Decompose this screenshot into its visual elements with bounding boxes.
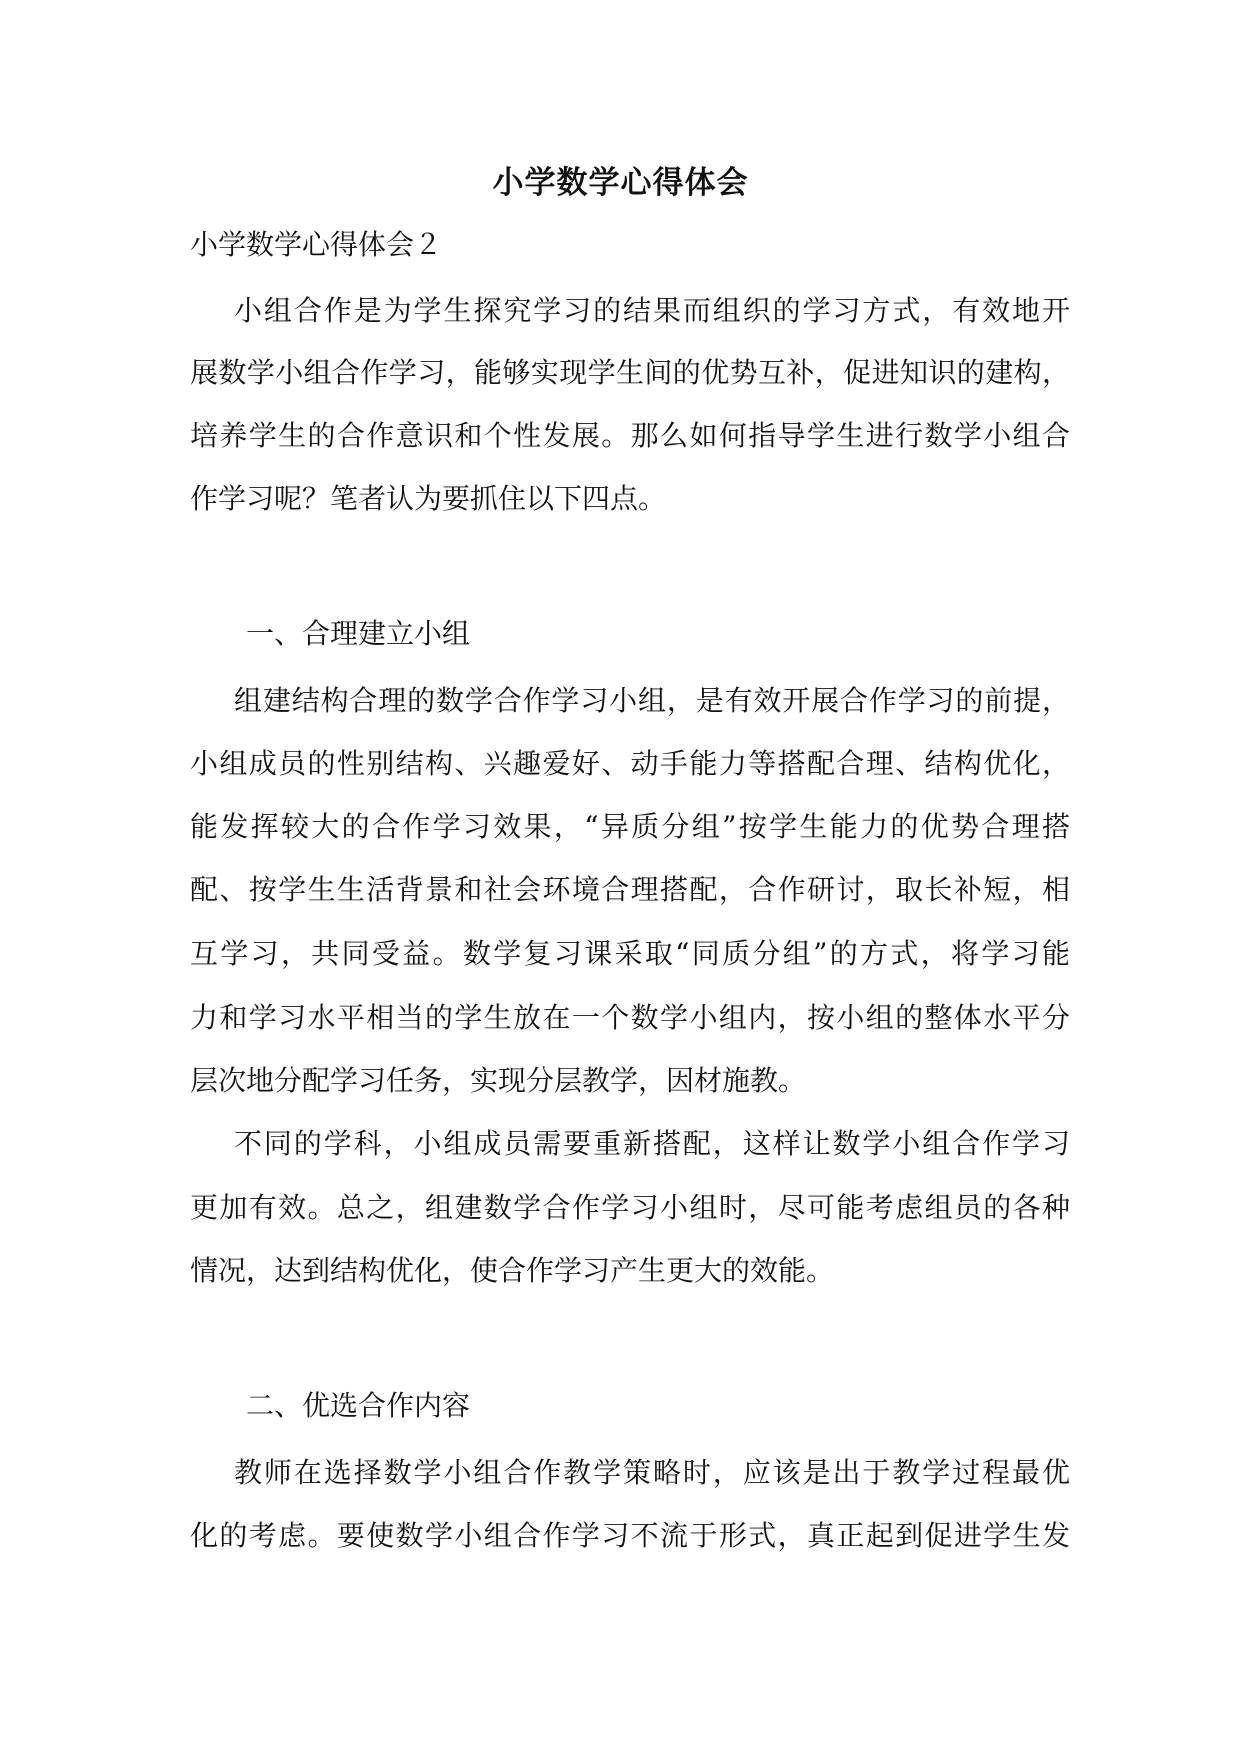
intro-line-3: 培养学生的合作意识和个性发展。那么如何指导学生进行数学小组合 (190, 419, 1070, 452)
intro-line-1: 小组合作是为学生探究学习的结果而组织的学习方式，有效地开 (234, 294, 1070, 327)
section-1-para-1-line-5: 互学习，共同受益。数学复习课采取“同质分组”的方式，将学习能 (190, 937, 1070, 970)
section-2-heading: 二、优选合作内容 (246, 1389, 471, 1422)
section-1-heading: 一、合理建立小组 (246, 617, 471, 650)
intro-line-2: 展数学小组合作学习，能够实现学生间的优势互补，促进知识的建构， (190, 356, 1070, 389)
section-1-para-1-line-2: 小组成员的性别结构、兴趣爱好、动手能力等搭配合理、结构优化， (190, 747, 1070, 780)
section-1-para-1-line-6: 力和学习水平相当的学生放在一个数学小组内，按小组的整体水平分 (190, 1001, 1070, 1034)
document-title: 小学数学心得体会 (492, 165, 749, 201)
document-subtitle: 小学数学心得体会２ (190, 228, 443, 261)
intro-line-4: 作学习呢？笔者认为要抓住以下四点。 (190, 482, 667, 515)
section-1-para-1-line-3: 能发挥较大的合作学习效果，“异质分组”按学生能力的优势合理搭 (190, 810, 1070, 843)
section-1-para-2-line-1: 不同的学科，小组成员需要重新搭配，这样让数学小组合作学习 (234, 1127, 1070, 1160)
section-1-para-2-line-3: 情况，达到结构优化，使合作学习产生更大的效能。 (190, 1254, 835, 1287)
section-2-para-1-line-1: 教师在选择数学小组合作教学策略时，应该是出于教学过程最优 (234, 1456, 1070, 1489)
section-1-para-2-line-2: 更加有效。总之，组建数学合作学习小组时，尽可能考虑组员的各种 (190, 1191, 1070, 1224)
section-1-para-1-line-1: 组建结构合理的数学合作学习小组，是有效开展合作学习的前提， (234, 684, 1070, 717)
section-2-para-1-line-2: 化的考虑。要使数学小组合作学习不流于形式，真正起到促进学生发 (190, 1519, 1070, 1552)
section-1-para-1-line-4: 配、按学生生活背景和社会环境合理搭配，合作研讨，取长补短，相 (190, 873, 1070, 906)
section-1-para-1-line-7: 层次地分配学习任务，实现分层教学，因材施教。 (190, 1064, 807, 1097)
